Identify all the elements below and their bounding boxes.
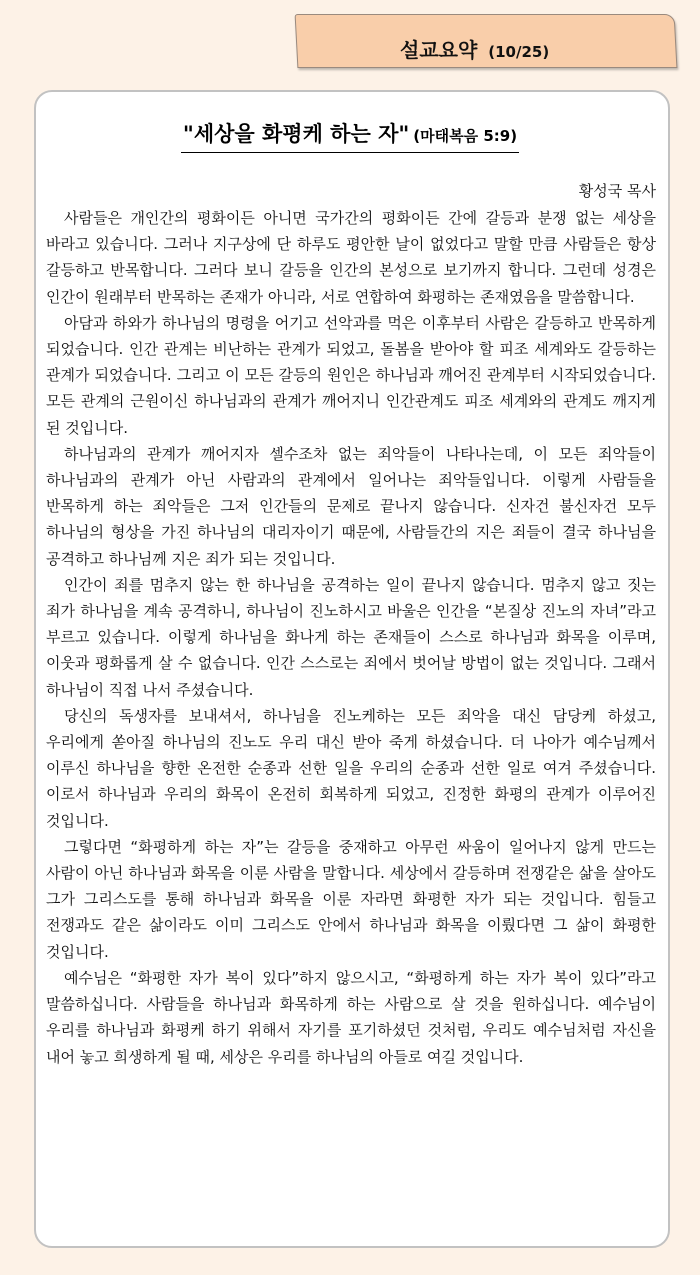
sermon-title: "세상을 화평케 하는 자" [182, 122, 410, 146]
header-label-group [400, 34, 549, 63]
paragraph-7: 예수님은 “화평한 자가 복이 있다”하지 않으시고, “화평하게 하는 자가 복이 있다”라고 말씀하십니다. 사람들을 하나님과 화목하게 하는 사람으로 살 것을 원하십니다. 예수님이 우리를 하나님과 화평케 하기 위해서 자기를 포기하셨던 것처럼, 우리도 예수님처럼 자신을 내어 놓고 희생하게 될 때, 세상은 우리를 하나님의 아들로 여길 것입니다. [46, 968, 656, 1066]
paragraph-4: 인간이 죄를 멈추지 않는 한 하나님을 공격하는 일이 끝나지 않습니다. 멈추지 않고 짓는 죄가 하나님을 계속 공격하니, 하나님이 진노하시고 바울은 인간을 “본질상 진노의 자녀”라고 부르고 있습니다. 이렇게 하나님을 화나게 하는 존재들이 스스로 하나님과 화목을 이루며, 이웃과 평화롭게 살 수 없습니다. 인간 스스로는 죄에서 벗어날 방법이 없는 것입니다. 그래서 하나님이 직접 나서 주셨습니다. [46, 575, 656, 699]
scripture-reference: (마태복음 5:9) [413, 127, 518, 145]
sermon-title-block [0, 118, 700, 153]
sermon-body [46, 205, 656, 1070]
sermon-author: 황성국 목사 [578, 182, 656, 200]
paragraph-1: 사람들은 개인간의 평화이든 아니면 국가간의 평화이든 간에 갈등과 분쟁 없는 세상을 바라고 있습니다. 그러나 지구상에 단 하루도 평안한 날이 없었다고 말할 만큼 사람들은 항상 갈등하고 반목합니다. 그러다 보니 갈등을 인간의 본성으로 보기까지 합니다. 그런데 성경은 인간이 원래부터 반목하는 존재가 아니라, 서로 연합하여 화평하는 존재였음을 말씀합니다. [46, 209, 656, 306]
section-date: (10/25) [488, 43, 550, 61]
paragraph-3: 하나님과의 관계가 깨어지자 셀수조차 없는 죄악들이 나타나는데, 이 모든 죄악들이 하나님과의 관계가 아닌 사람과의 관계에서 일어나는 죄악들입니다. 이렇게 사람들을 반목하게 하는 죄악들은 그저 인간들의 문제로 끝나지 않습니다. 신자건 불신자건 모두 하나님의 형상을 가진 하나님의 대리자이기 때문에, 사람들간의 지은 죄들이 결국 하나님을 공격하고 하나님께 지은 죄가 되는 것입니다. [46, 444, 656, 568]
paragraph-2: 아담과 하와가 하나님의 명령을 어기고 선악과를 먹은 이후부터 사람은 갈등하고 반목하게 되었습니다. 인간 관계는 비난하는 관계가 되었고, 돌봄을 받아야 할 피조 세계와도 갈등하는 관계가 되었습니다. 그리고 이 모든 갈등의 원인은 하나님과 깨어진 관계부터 시작되었습니다. 모든 관계의 근원이신 하나님과의 관계가 깨어지니 인간관계도 피조 세계와의 관계도 깨지게 된 것입니다. [46, 313, 656, 437]
paragraph-6: 그렇다면 “화평하게 하는 자”는 갈등을 중재하고 아무런 싸움이 일어나지 않게 만드는 사람이 아닌 하나님과 화목을 이룬 사람을 말합니다. 세상에서 갈등하며 전쟁같은 삶을 살아도 그가 그리스도를 통해 하나님과 화목을 이룬 자라면 화평한 자가 되는 것입니다. 힘들고 전쟁과도 같은 삶이라도 이미 그리스도 안에서 하나님과 화목을 이뤘다면 그 삶이 화평한 것입니다. [46, 837, 656, 961]
section-label: 설교요약 [400, 38, 478, 62]
title-underline [181, 118, 519, 153]
paragraph-5: 당신의 독생자를 보내셔서, 하나님을 진노케하는 모든 죄악을 대신 담당케 하셨고, 우리에게 쏟아질 하나님의 진노도 우리 대신 받아 죽게 하셨습니다. 더 나아가 예수님께서 이루신 하나님을 향한 온전한 순종과 선한 일을 우리의 순종과 선한 일로 여겨 주셨습니다. 이로서 하나님과 우리의 화목이 온전히 회복하게 되었고, 진정한 화평의 관계가 이루어진 것입니다. [46, 706, 656, 830]
